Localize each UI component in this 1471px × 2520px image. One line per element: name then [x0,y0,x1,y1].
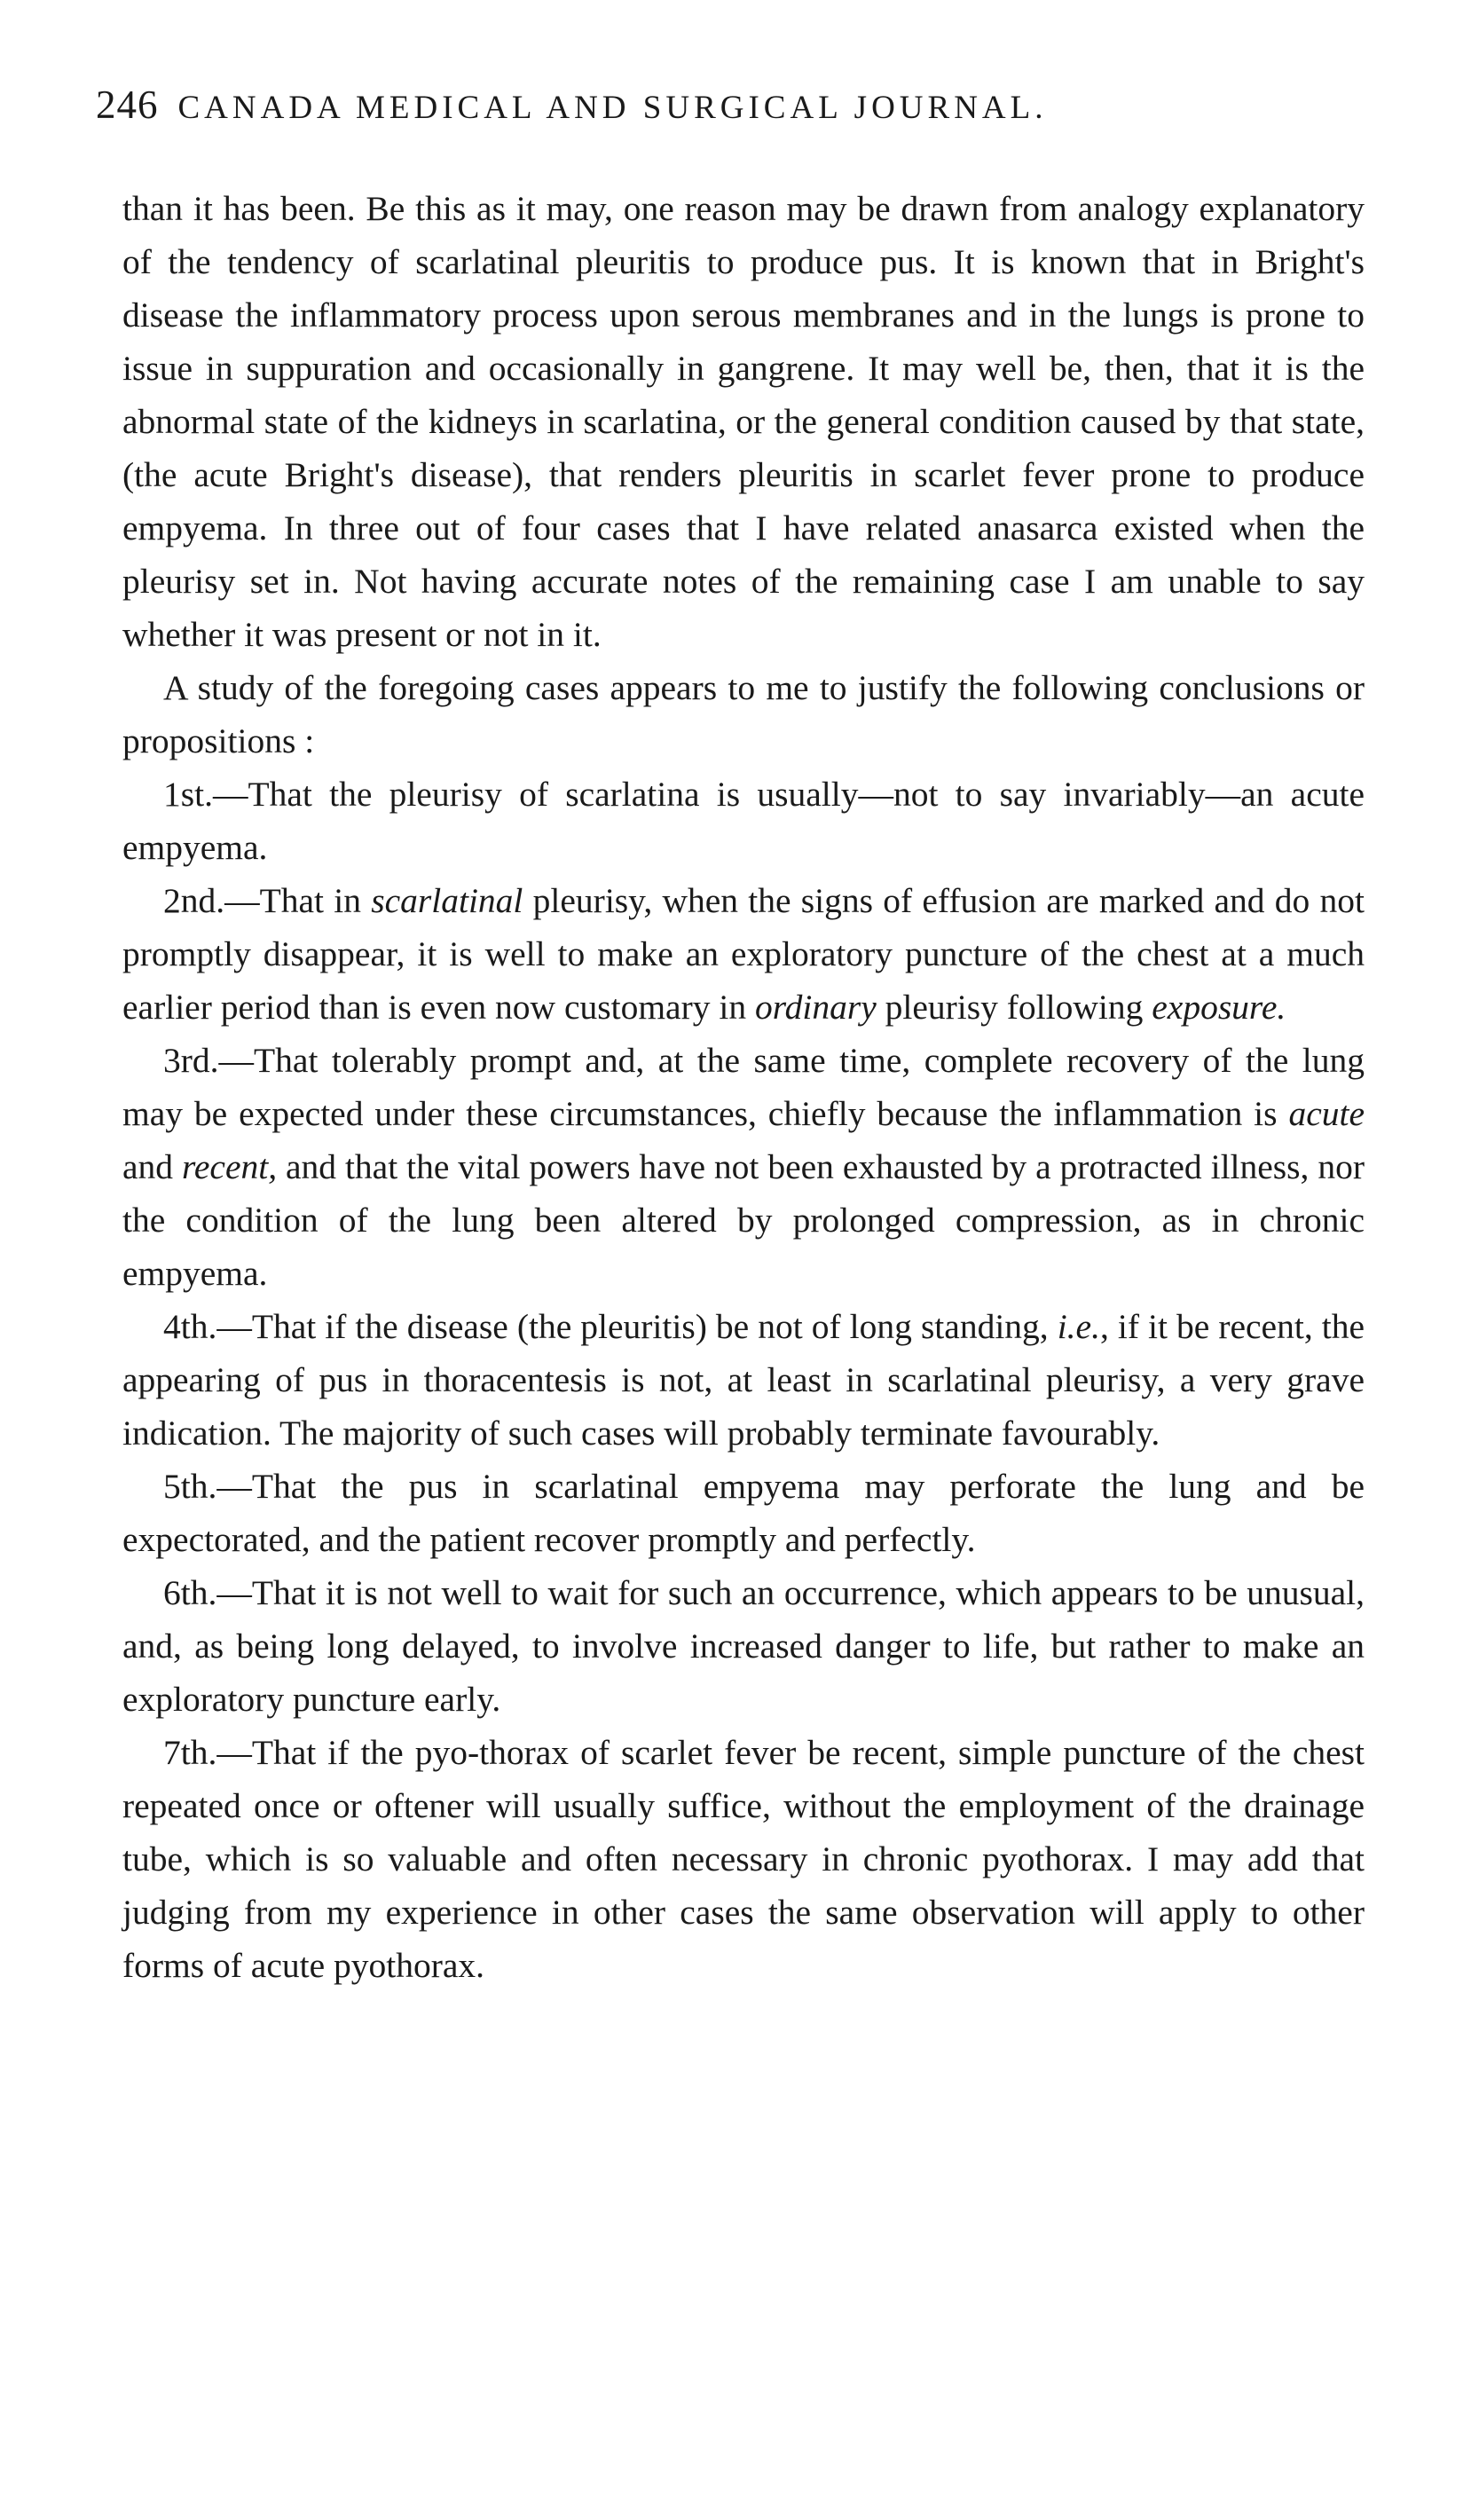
paragraph-intro-conclusions: A study of the foregoing cases appears to me to justify the following conclusions or propositions : [122,668,1365,760]
conclusion-6th: 6th.—That it is not well to wait for such an occurrence, which appears to be unusual, and, as being long delayed, to involve increased danger to life, but rather to make an exploratory puncture early. [122,1573,1365,1719]
text-run: 2nd.—That in [163,881,372,920]
italic-run: i.e. [1057,1307,1100,1346]
conclusion-2nd [122,874,1365,1034]
conclusion-7th: 7th.—That if the pyo-thorax of scarlet fever be recent, simple puncture of the chest repeated once or oftener will usually suffice, without the employment of the drainage tube, which is so valuable and often necessary in chronic pyothorax. I may add that judging from my experience in other cases the same observation will apply to other forms of acute pyothorax. [122,1733,1365,1985]
italic-run: scarlatinal [371,881,523,920]
text-run: and that the vital powers have not been exhausted by a protracted illness, nor the condition of the lung been altered by prolonged compression, as in chronic empyema. [122,1147,1365,1293]
running-title: CANADA MEDICAL AND SURGICAL JOURNAL. [177,90,1048,126]
text-run: 4th.—That if the disease (the pleuritis) be not of long standing, [163,1307,1058,1346]
body-text [122,182,1365,1992]
italic-run: acute [1288,1094,1365,1133]
paragraph-continuation: than it has been. Be this as it may, one reason may be drawn from analogy explanatory of the tendency of scarlatinal pleuritis to produce pus. It is known that in Bright's disease the inflammatory process upon serous membranes and in the lungs is prone to issue in suppuration and occasionally in gangrene. It may well be, then, that it is the abnormal state of the kidneys in scarlatina, or the general condition caused by that state, (the acute Bright's disease), that renders pleuritis in scarlet fever prone to produce empyema. In three out of four cases that I have related anasarca existed when the pleurisy set in. Not having accurate notes of the remaining case I am unable to say whether it was present or not in it. [122,189,1365,654]
text-run: pleurisy following [876,988,1152,1027]
text-run: and [122,1147,182,1186]
text-run: 3rd.—That tolerably prompt and, at the same time, complete recovery of the lung may be expected under these circumstances, chiefly because the inflammation is [122,1041,1365,1133]
italic-run: recent, [181,1147,278,1186]
italic-run: ordinary [754,988,877,1027]
conclusion-4th [122,1300,1365,1460]
italic-run: exposure. [1152,988,1286,1027]
text-run: pleurisy, when the signs of effusion are marked and do not promptly disappear, it is well to make an exploratory puncture of the chest at a much earlier period than is even now customary in [122,881,1365,1027]
page-number: 246 [96,83,159,127]
conclusion-5th: 5th.—That the pus in scarlatinal empyema may perforate the lung and be expectorated, and the patient recover promptly and perfectly. [122,1467,1365,1559]
conclusion-1st: 1st.—That the pleurisy of scarlatina is usually—not to say invariably—an acute empyema. [122,775,1365,867]
text-run: , if it be recent, the appearing of pus in thoracentesis is not, at least in scarlatinal pleurisy, a very grave indication. The majority of such cases will probably terminate favourably. [122,1307,1365,1453]
conclusion-3rd [122,1034,1365,1300]
page-header [96,82,1373,144]
